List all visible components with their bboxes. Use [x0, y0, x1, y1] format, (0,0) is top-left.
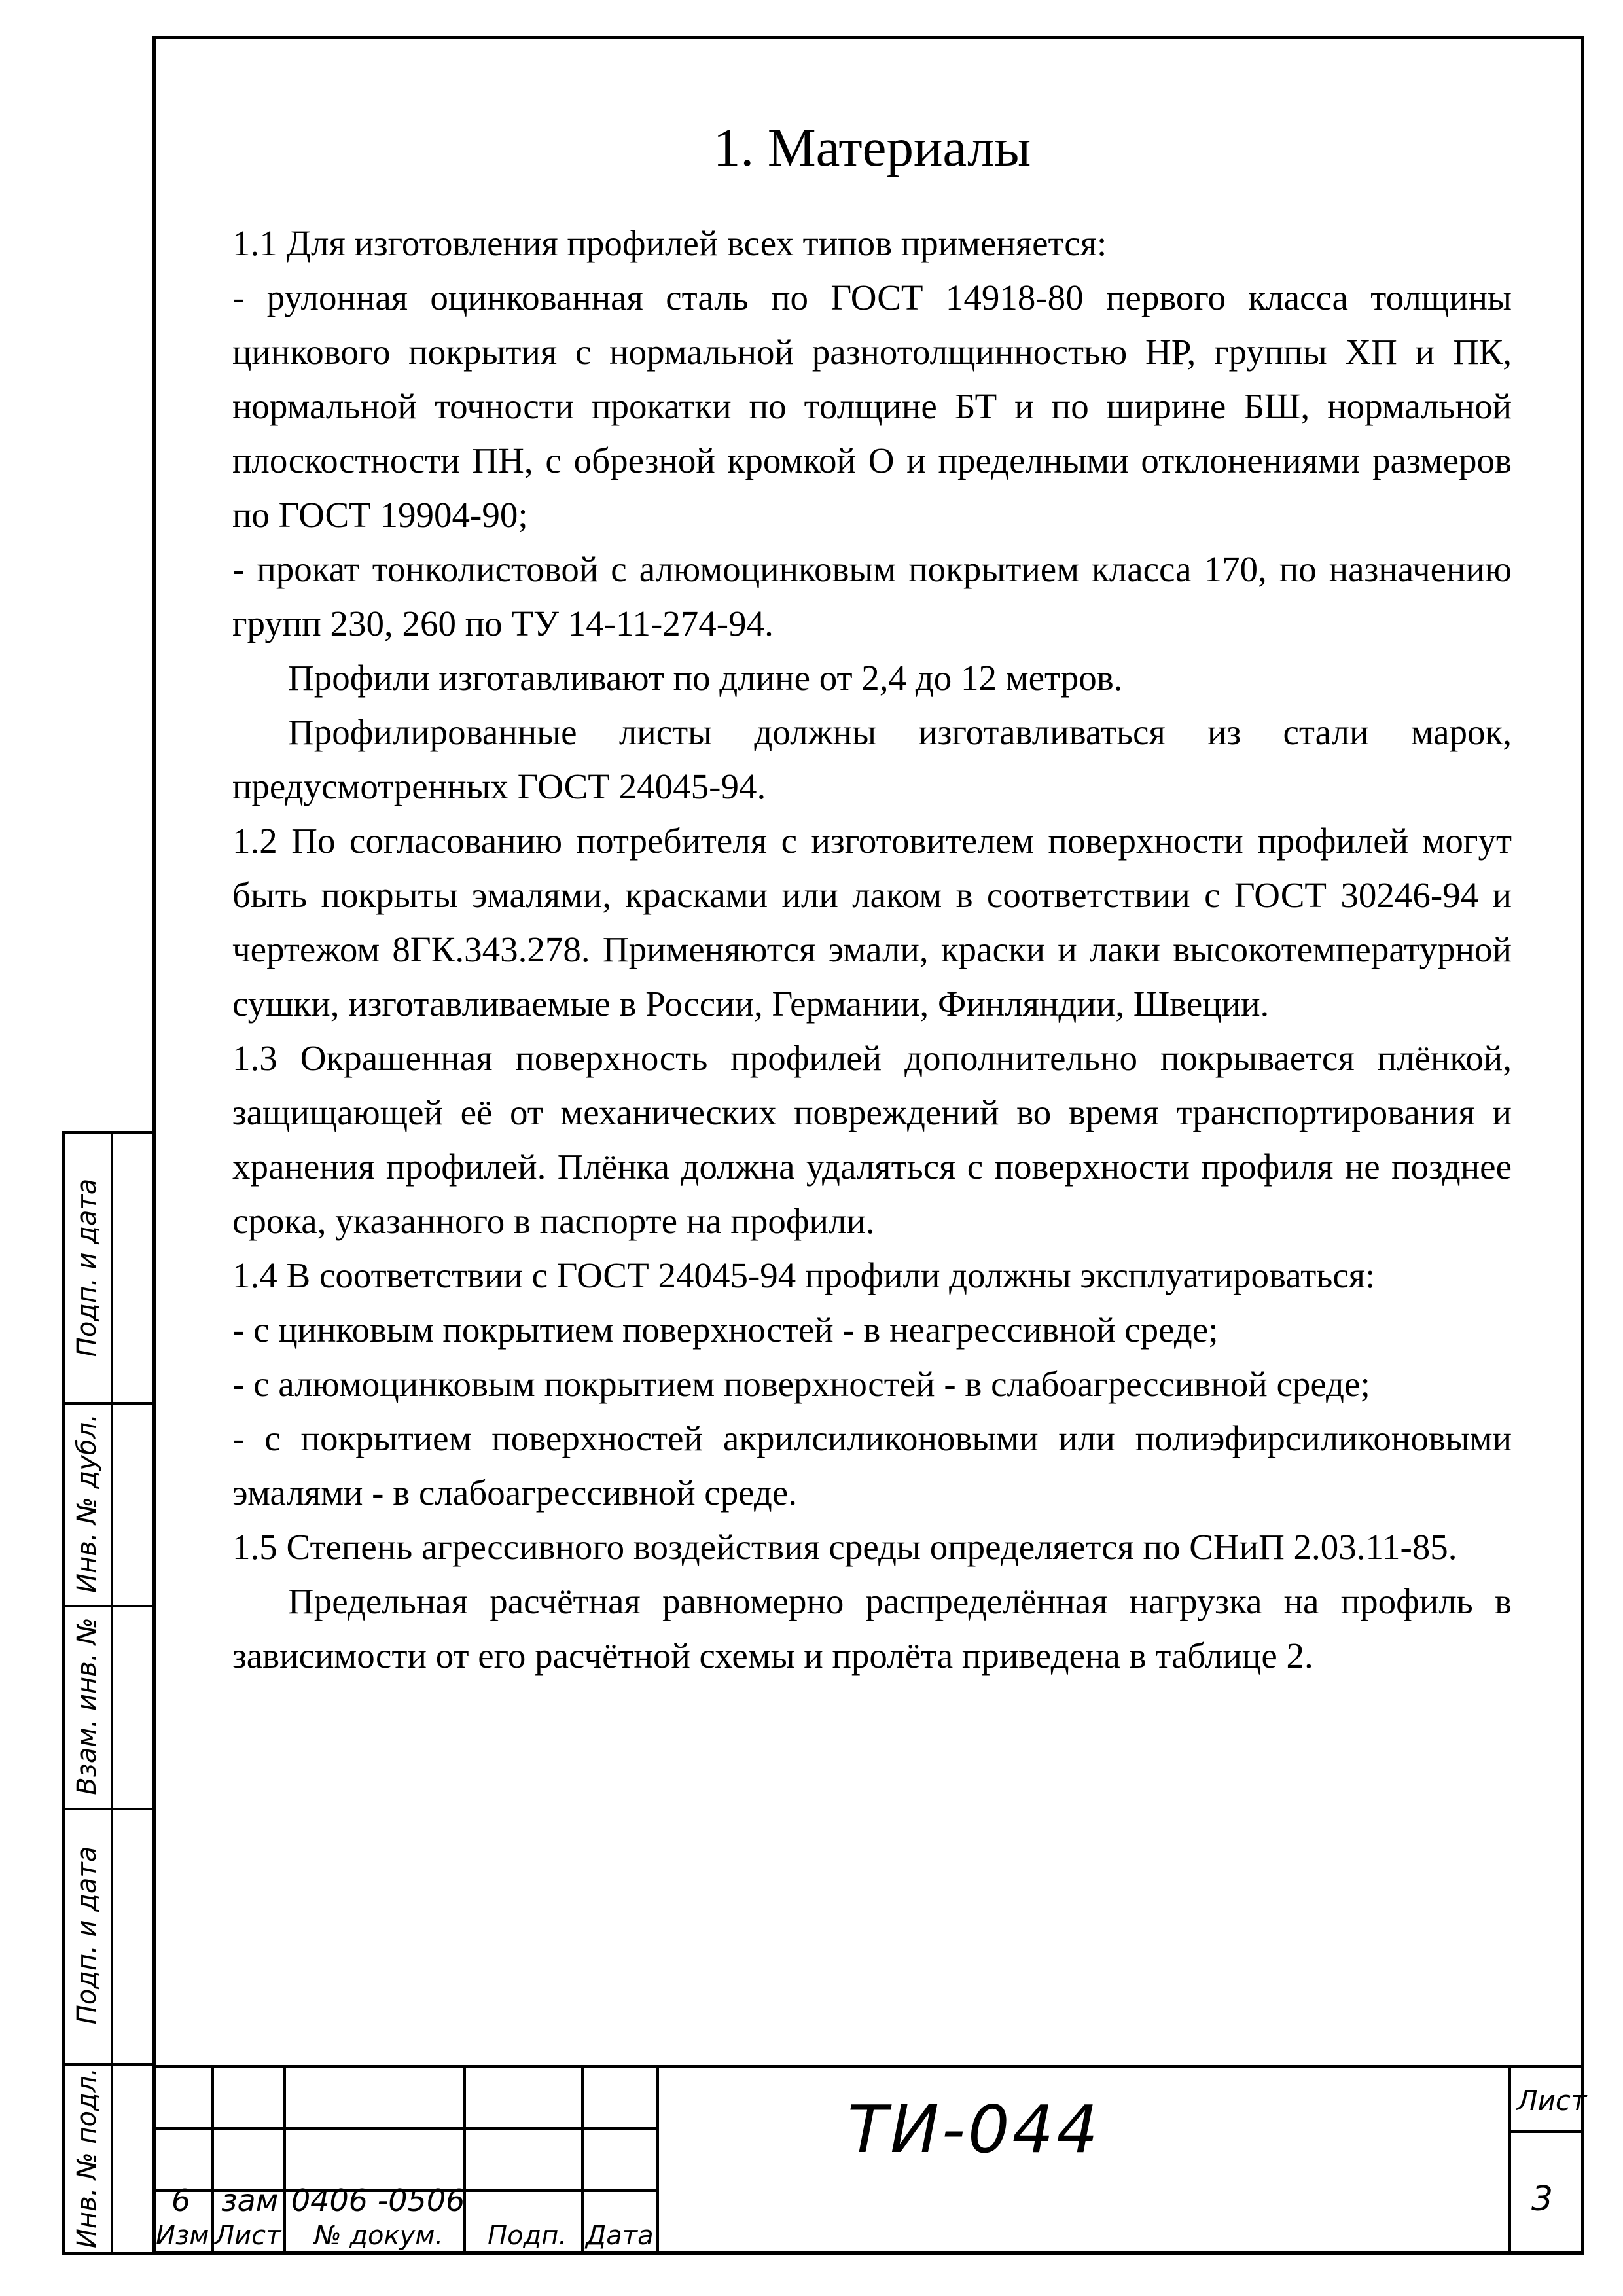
header-doc: № докум. [314, 2221, 444, 2251]
strip-label-sign-date-1: Подп. и дата [72, 1178, 103, 1357]
document-code: ТИ-044 [847, 2091, 1101, 2168]
paragraph: 1.2 По согласованию потребителя с изготовителем поверхности профилей могут быть покрыты эмалями, красками или лаком в соответствии с ГОСТ 30246-94 и чертежом 8ГК.343.278. Применяются эмали, краски и лаки высокотемпературной сушки, изготавливаемые в России, Германии, Финляндии, Швеции. [232, 821, 1512, 1024]
paragraph: - с покрытием поверхностей акрилсиликоновыми или полиэфирсиликоновыми эмалями - в слабоагрессивной среде. [232, 1418, 1512, 1513]
tb-col-line [581, 2065, 584, 2255]
paragraph: - с алюмоцинковым покрытием поверхностей - в слабоагрессивной среде; [232, 1364, 1370, 1404]
header-sign: Подп. [488, 2221, 567, 2251]
sheet-label: Лист [1517, 2085, 1587, 2117]
change-number: 6 [171, 2183, 191, 2218]
header-list: Лист [215, 2221, 281, 2251]
sheet-number: 3 [1531, 2179, 1554, 2219]
paragraph: Профилированные листы должны изготавливаться из стали марок, предусмотренных ГОСТ 24045-94. [232, 712, 1512, 806]
tb-sheet-line [1508, 2130, 1584, 2133]
tb-col-line [211, 2065, 214, 2255]
tb-top-line [152, 2065, 1584, 2068]
paragraph: - рулонная оцинкованная сталь по ГОСТ 14918-80 первого класса толщины цинкового покрытия с нормальной разнотолщинностью НР, группы ХП и ПК, нормальной точности прокатки по толщине БТ и по ширине БШ, нормальной плоскостности ПН, с обрезной кромкой О и пределными отклонениями размеров по ГОСТ 19904-90; [232, 278, 1512, 535]
tb-col-line [656, 2065, 659, 2255]
strip-label-sign-date-2: Подп. и дата [72, 1846, 103, 2025]
header-izm: Изм [156, 2221, 209, 2251]
page-content [232, 111, 1512, 1683]
paragraph: - прокат тонколистовой с алюмоцинковым покрытием класса 170, по назначению групп 230, 260 по ТУ 14-11-274-94. [232, 549, 1512, 643]
tb-col-line [283, 2065, 286, 2255]
tb-col-line [463, 2065, 466, 2255]
change-sheet: зам [221, 2183, 279, 2218]
paragraph: Предельная расчётная равномерно распределённая нагрузка на профиль в зависимости от его расчётной схемы и пролёта приведена в таблице 2. [232, 1581, 1512, 1676]
side-stamp-strip [62, 1131, 154, 2255]
paragraph: - с цинковым покрытием поверхностей - в неагрессивной среде; [232, 1310, 1219, 1350]
paragraph: 1.1 Для изготовления профилей всех типов применяется: [232, 223, 1107, 263]
paragraph: 1.4 В соответствии с ГОСТ 24045-94 профили должны эксплуатироваться: [232, 1255, 1376, 1295]
change-doc-number: 0406 -0506 [291, 2183, 465, 2218]
paragraph: 1.5 Степень агрессивного воздействия среды определяется по СНиП 2.03.11-85. [232, 1527, 1457, 1567]
strip-label-dup-inv: Инв. № дубл. [72, 1414, 103, 1593]
paragraph: 1.3 Окрашенная поверхность профилей дополнительно покрывается плёнкой, защищающей её от механических повреждений во время транспортирования и хранения профилей. Плёнка должна удаляться с поверхности профиля не позднее срока, указанного в паспорте на профили. [232, 1038, 1512, 1241]
header-date: Дата [586, 2221, 654, 2251]
strip-label-orig-inv: Инв. № подл. [72, 2068, 102, 2248]
page-title: 1. Материалы [713, 117, 1031, 177]
tb-col-line [1508, 2065, 1511, 2255]
strip-label-replace-inv: Взам. инв. № [72, 1617, 102, 1795]
paragraph: Профили изготавливают по длине от 2,4 до 12 метров. [288, 658, 1123, 698]
body-text [232, 216, 1512, 1683]
